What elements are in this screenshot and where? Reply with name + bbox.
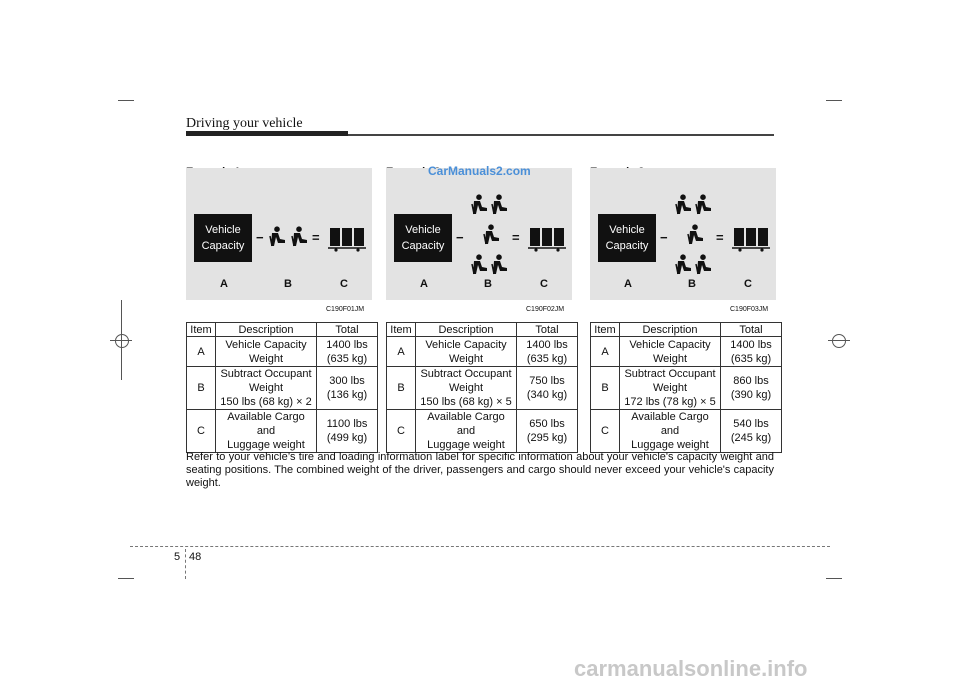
total-line: 300 lbs bbox=[329, 375, 365, 387]
cell-total bbox=[721, 337, 782, 367]
person-seated-icon bbox=[482, 224, 500, 251]
label-c: C bbox=[340, 278, 348, 290]
header-description: Description bbox=[620, 323, 721, 337]
table-row bbox=[387, 367, 578, 410]
cell-item: A bbox=[387, 337, 416, 367]
person-seated-icon bbox=[694, 194, 712, 221]
weight-table bbox=[186, 322, 378, 453]
description-line: 150 lbs (68 kg) × 2 bbox=[220, 396, 312, 408]
total-line: (635 kg) bbox=[730, 352, 772, 365]
description-line: Subtract Occupant bbox=[624, 368, 716, 380]
person-seated-icon bbox=[290, 226, 308, 253]
header-total: Total bbox=[317, 323, 378, 337]
total-line: 1400 lbs bbox=[526, 338, 568, 351]
description-line: 172 lbs (78 kg) × 5 bbox=[624, 396, 716, 408]
cell-description bbox=[620, 367, 721, 410]
person-seated-icon bbox=[490, 254, 508, 281]
cell-item: B bbox=[387, 367, 416, 410]
person-seated-icon bbox=[674, 194, 692, 221]
description-line: Luggage weight bbox=[631, 439, 709, 451]
weight-table bbox=[590, 322, 782, 453]
table-row bbox=[387, 410, 578, 453]
cell-total bbox=[317, 337, 378, 367]
cell-total bbox=[317, 410, 378, 453]
cell-total bbox=[517, 337, 578, 367]
person-seated-icon bbox=[686, 224, 704, 251]
watermark-top: CarManuals2.com bbox=[428, 164, 531, 178]
total-line: 1100 lbs bbox=[326, 418, 368, 430]
total-line: (245 kg) bbox=[730, 432, 772, 444]
cell-item: A bbox=[187, 337, 216, 367]
header-description: Description bbox=[216, 323, 317, 337]
crop-mark bbox=[826, 100, 842, 101]
description-line: Subtract Occupant bbox=[220, 368, 312, 380]
label-b: B bbox=[688, 278, 696, 290]
page-number: 48 bbox=[189, 551, 202, 563]
description-line: Available Cargo and bbox=[631, 411, 709, 437]
cell-total bbox=[517, 410, 578, 453]
label-b: B bbox=[484, 278, 492, 290]
label-a: A bbox=[220, 278, 228, 290]
description-line: Vehicle Capacity bbox=[629, 338, 711, 351]
table-header-row bbox=[591, 323, 782, 337]
page-header-title: Driving your vehicle bbox=[186, 116, 303, 131]
person-seated-icon bbox=[470, 254, 488, 281]
header-total: Total bbox=[517, 323, 578, 337]
vehicle-capacity-label bbox=[194, 214, 252, 262]
equals-sign: = bbox=[716, 230, 724, 245]
minus-sign: − bbox=[456, 230, 464, 245]
description-line: Vehicle Capacity bbox=[425, 338, 507, 351]
crop-mark bbox=[826, 578, 842, 579]
description-line: 150 lbs (68 kg) × 5 bbox=[420, 396, 512, 408]
person-seated-icon bbox=[470, 194, 488, 221]
total-line: 750 lbs bbox=[529, 375, 565, 387]
person-seated-icon bbox=[490, 194, 508, 221]
total-line: 1400 lbs bbox=[730, 338, 772, 351]
description-line: Weight bbox=[652, 382, 688, 394]
cell-description bbox=[216, 337, 317, 367]
cargo-box-icon bbox=[528, 226, 566, 257]
total-line: 540 lbs bbox=[733, 418, 769, 430]
description-line: Luggage weight bbox=[227, 439, 305, 451]
description-line: Subtract Occupant bbox=[420, 368, 512, 380]
person-seated-icon bbox=[268, 226, 286, 253]
description-line: Available Cargo and bbox=[427, 411, 505, 437]
figure-code: C190F03JM bbox=[730, 306, 769, 313]
cell-total bbox=[317, 367, 378, 410]
header-item: Item bbox=[187, 323, 216, 337]
body-paragraph: Refer to your vehicle’s tire and loading information label for specific information about your vehicle's capacity weight and seating positions. The combined weight of the driver, passengers and cargo should never exceed your vehicle's capacity weight. bbox=[186, 451, 774, 489]
vehicle-capacity-line1: Vehicle bbox=[205, 224, 241, 236]
registration-circle bbox=[832, 334, 846, 348]
description-line: Available Cargo and bbox=[227, 411, 305, 437]
total-line: (340 kg) bbox=[526, 389, 568, 401]
total-line: (499 kg) bbox=[326, 432, 368, 444]
header-rule-accent bbox=[186, 131, 348, 136]
table-row bbox=[187, 367, 378, 410]
watermark-bottom: carmanualsonline.info bbox=[574, 656, 808, 681]
cell-description bbox=[416, 410, 517, 453]
crop-mark bbox=[118, 578, 134, 579]
label-a: A bbox=[420, 278, 428, 290]
weight-table bbox=[386, 322, 578, 453]
equals-sign: = bbox=[312, 230, 320, 245]
header-description: Description bbox=[416, 323, 517, 337]
description-line: Weight bbox=[448, 382, 484, 394]
cell-item: A bbox=[591, 337, 620, 367]
description-line: Luggage weight bbox=[427, 439, 505, 451]
cargo-box-icon bbox=[328, 226, 366, 257]
header-item: Item bbox=[591, 323, 620, 337]
cell-item: C bbox=[187, 410, 216, 453]
total-line: 650 lbs bbox=[529, 418, 565, 430]
cell-description bbox=[416, 367, 517, 410]
cell-item: C bbox=[387, 410, 416, 453]
table-row bbox=[187, 337, 378, 367]
table-row bbox=[187, 410, 378, 453]
table-row bbox=[591, 337, 782, 367]
minus-sign: − bbox=[660, 230, 668, 245]
vehicle-capacity-line2: Capacity bbox=[201, 240, 245, 252]
description-line: Weight bbox=[248, 352, 284, 365]
vehicle-capacity-line2: Capacity bbox=[401, 240, 445, 252]
total-line: (635 kg) bbox=[526, 352, 568, 365]
cargo-box-icon bbox=[732, 226, 770, 257]
description-line: Weight bbox=[248, 382, 284, 394]
total-line: (136 kg) bbox=[326, 389, 368, 401]
equals-sign: = bbox=[512, 230, 520, 245]
cell-item: B bbox=[591, 367, 620, 410]
figure-code: C190F02JM bbox=[526, 306, 565, 313]
table-header-row bbox=[387, 323, 578, 337]
cell-item: C bbox=[591, 410, 620, 453]
description-line: Vehicle Capacity bbox=[225, 338, 307, 351]
description-line: Weight bbox=[448, 352, 484, 365]
minus-sign: − bbox=[256, 230, 264, 245]
cell-description bbox=[416, 337, 517, 367]
total-line: (635 kg) bbox=[326, 352, 368, 365]
label-a: A bbox=[624, 278, 632, 290]
label-c: C bbox=[744, 278, 752, 290]
vehicle-capacity-line1: Vehicle bbox=[609, 224, 645, 236]
total-line: (390 kg) bbox=[730, 389, 772, 401]
label-b: B bbox=[284, 278, 292, 290]
figure-code: C190F01JM bbox=[326, 306, 365, 313]
table-row bbox=[591, 367, 782, 410]
description-line: Weight bbox=[652, 352, 688, 365]
cell-description bbox=[216, 367, 317, 410]
table-row bbox=[591, 410, 782, 453]
cell-description bbox=[216, 410, 317, 453]
cell-description bbox=[620, 410, 721, 453]
header-total: Total bbox=[721, 323, 782, 337]
label-c: C bbox=[540, 278, 548, 290]
cell-total bbox=[721, 367, 782, 410]
total-line: 1400 lbs bbox=[326, 338, 368, 351]
total-line: 860 lbs bbox=[733, 375, 769, 387]
person-seated-icon bbox=[674, 254, 692, 281]
total-line: (295 kg) bbox=[526, 432, 568, 444]
table-header-row bbox=[187, 323, 378, 337]
vehicle-capacity-label bbox=[394, 214, 452, 262]
person-seated-icon bbox=[694, 254, 712, 281]
registration-circle bbox=[115, 334, 129, 348]
section-number: 5 bbox=[174, 551, 181, 563]
cell-total bbox=[517, 367, 578, 410]
footer-divider bbox=[185, 549, 186, 579]
cell-total bbox=[721, 410, 782, 453]
header-item: Item bbox=[387, 323, 416, 337]
vehicle-capacity-label bbox=[598, 214, 656, 262]
table-row bbox=[387, 337, 578, 367]
cell-description bbox=[620, 337, 721, 367]
vehicle-capacity-line1: Vehicle bbox=[405, 224, 441, 236]
crop-mark bbox=[118, 100, 134, 101]
footer-rule bbox=[130, 546, 830, 547]
cell-item: B bbox=[187, 367, 216, 410]
vehicle-capacity-line2: Capacity bbox=[605, 240, 649, 252]
